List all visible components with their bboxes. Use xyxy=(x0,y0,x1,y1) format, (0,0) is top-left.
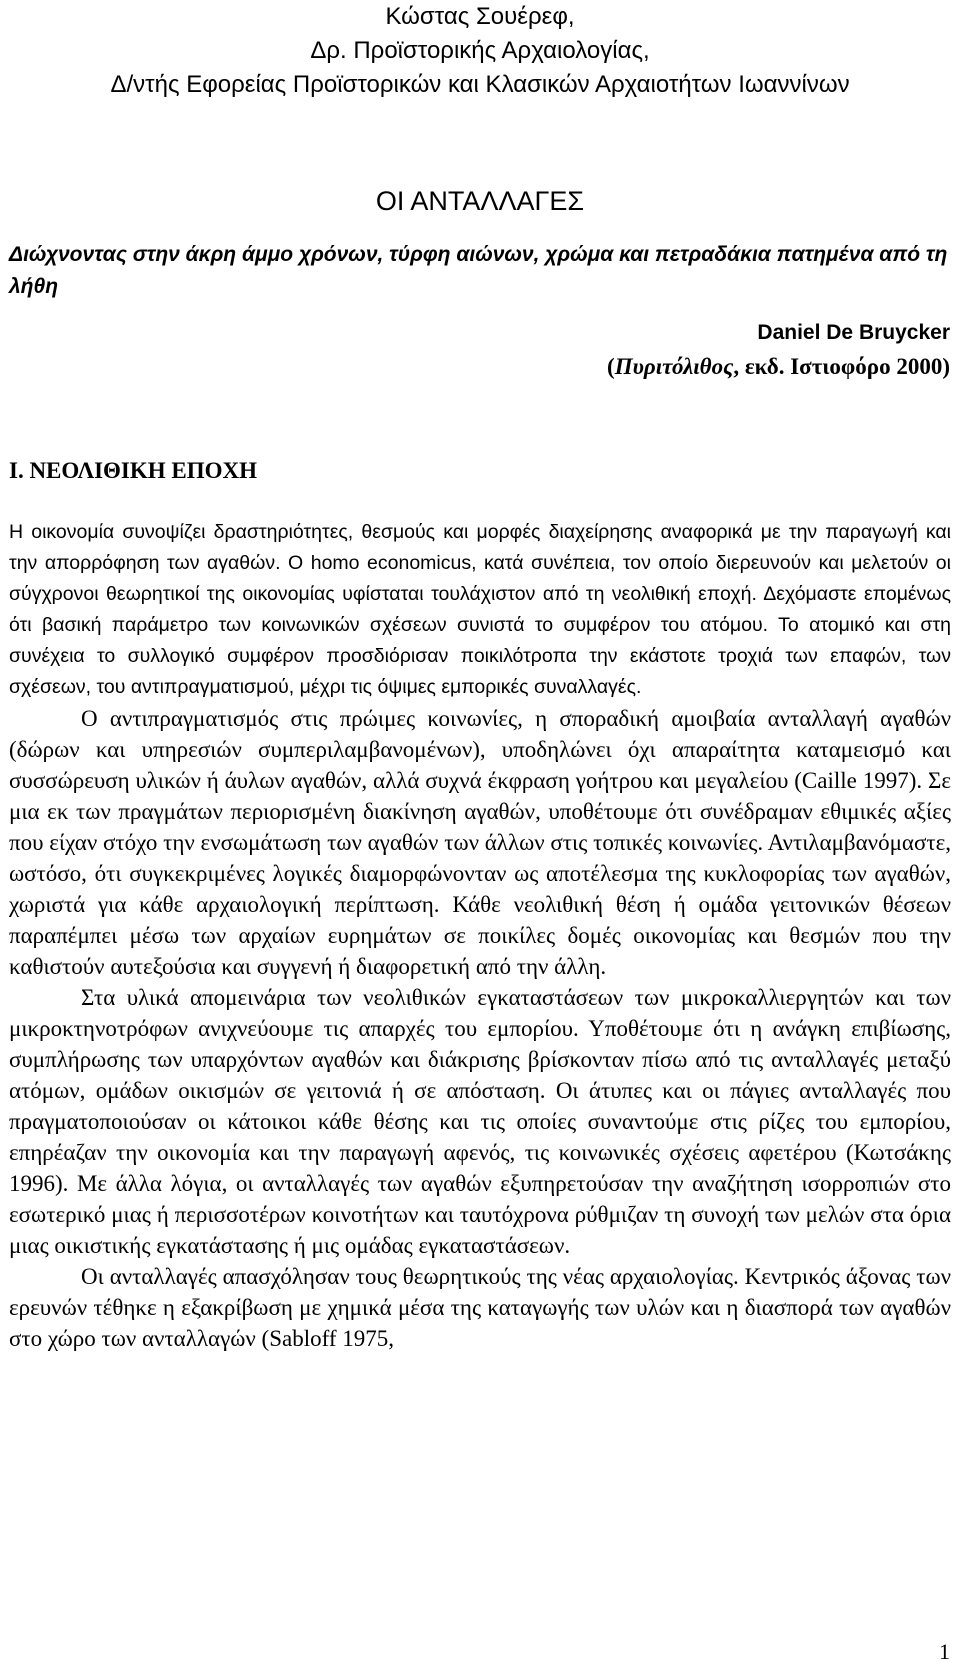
epigraph-author: Daniel De Bruycker xyxy=(757,321,950,344)
epigraph-source-rest: , εκδ. Ιστιοφόρο 2000) xyxy=(733,354,950,379)
author-block xyxy=(0,0,960,102)
section-heading: Ι. ΝΕΟΛΙΘΙΚΗ ΕΠΟΧΗ xyxy=(9,458,258,483)
paragraph-4: Οι ανταλλαγές απασχόλησαν τους θεωρητικούς της νέας αρχαιολογίας. Κεντρικός άξονας των ερευνών τέθηκε η εξακρίβωση με χημικά μέσα της καταγωγής των υλών και η διασπορά των αγαθών στο χώρο των ανταλλαγών (Sabloff 1975, xyxy=(9,1264,951,1351)
author-position: Δρ. Προϊστορικής Αρχαιολογίας, xyxy=(310,37,650,64)
paragraph-3: Στα υλικά απομεινάρια των νεολιθικών εγκαταστάσεων των μικροκαλλιεργητών και των μικροκτηνοτρόφων ανιχνεύουμε τις απαρχές του εμπορίου. Υποθέτουμε ότι η ανάγκη επιβίωσης, συμπλήρωσης των υπαρχόντων αγαθών και διάκρισης βρίσκονταν πίσω από τις ανταλλαγές μεταξύ ατόμων, ομάδων οικισμών σε γειτονιά ή σε απόσταση. Οι άτυπες και οι πάγιες ανταλλαγές που πραγματοποιούσαν οι κάτοικοι κάθε θέσης και τις οποίες συναντούμε στις ρίζες του εμπορίου, επηρέαζαν την οικονομία και την παραγωγή αφενός, τις κοινωνικές σχέσεις αφετέρου (Κωτσάκης 1996). Με άλλα λόγια, οι ανταλλαγές των αγαθών εξυπηρετούσαν την αναζήτηση ισορροπιών στο εσωτερικό μιας ή περισσοτέρων κοινοτήτων και ταυτόχρονα ρύθμιζαν τη συνοχή των μελών στα όρια μιας οικιστικής εγκατάστασης ή μις ομάδας εγκαταστάσεων. xyxy=(9,985,951,1258)
author-name: Κώστας Σουέρεφ, xyxy=(385,3,575,30)
epigraph-quote: Διώχνοντας στην άκρη άμμο χρόνων, τύρφη αιώνων, χρώμα και πετραδάκια πατημένα από τη λήθη xyxy=(9,243,948,298)
epigraph-source-open: ( xyxy=(607,354,615,379)
paragraph-1: Η οικονομία συνοψίζει δραστηριότητες, θεσμούς και μορφές διαχείρησης αναφορικά με την παραγωγή και την απορρόφηση των αγαθών. Ο homo economicus, κατά συνέπεια, τον οποίο διερευνούν και μελετούν οι σύγχρονοι θεωρητικοί της οικονομίας υφίσταται τουλάχιστον από τη νεολιθική εποχή. Δεχόμαστε επομένως ότι βασική παράμετρο των κοινωνικών σχέσεων συνιστά το συμφέρον του ατόμου. Το ατομικό και στη συνέχεια το συλλογικό συμφέρον προσδιόρισαν ποικιλότροπα την εκάστοτε τροχιά των επαφών, των σχέσεων, του αντιπραγματισμού, μέχρι τις όψιμες εμπορικές συναλλαγές. xyxy=(9,521,951,698)
epigraph-source xyxy=(607,351,950,383)
page-number: 1 xyxy=(939,1639,950,1664)
document-title: ΟΙ ΑΝΤΑΛΛΑΓΕΣ xyxy=(375,186,585,216)
body-text xyxy=(9,517,951,1354)
author-office: Δ/ντής Εφορείας Προϊστορικών και Κλασικών Αρχαιοτήτων Ιωαννίνων xyxy=(110,71,850,98)
paragraph-2: Ο αντιπραγματισμός στις πρώιμες κοινωνίες, η σποραδική αμοιβαία ανταλλαγή αγαθών (δώρων και υπηρεσιών συμπεριλαμβανομένων), υποδηλώνει όχι απαραίτητα καταμεισμό και συσσώρευση υλικών ή άυλων αγαθών, αλλά συχνά έκφραση γοήτρου και μεγαλείου (Caille 1997). Σε μια εκ των πραγμάτων περιορισμένη διακίνηση αγαθών, υποθέτουμε ότι συνέδραμαν εθιμικές αξίες που είχαν στόχο την ενσωμάτωση των αγαθών των άλλων στις τοπικές κοινωνίες. Αντιλαμβανόμαστε, ωστόσο, ότι συγκεκριμένες λογικές διαμορφώνονταν ως αποτέλεσμα της κυκλοφορίας των αγαθών, χωριστά για κάθε αρχαιολογική περίπτωση. Κάθε νεολιθική θέση ή ομάδα γειτονικών θέσεων παραπέμπει μέσω των αρχαίων ευρημάτων σε ποικίλες δομές οικονομίας και θεσμών που την καθιστούν αυτεξούσια και συγγενή ή διαφορετική από την άλλη. xyxy=(9,706,951,979)
epigraph-source-book: Πυριτόλιθος xyxy=(614,354,734,379)
